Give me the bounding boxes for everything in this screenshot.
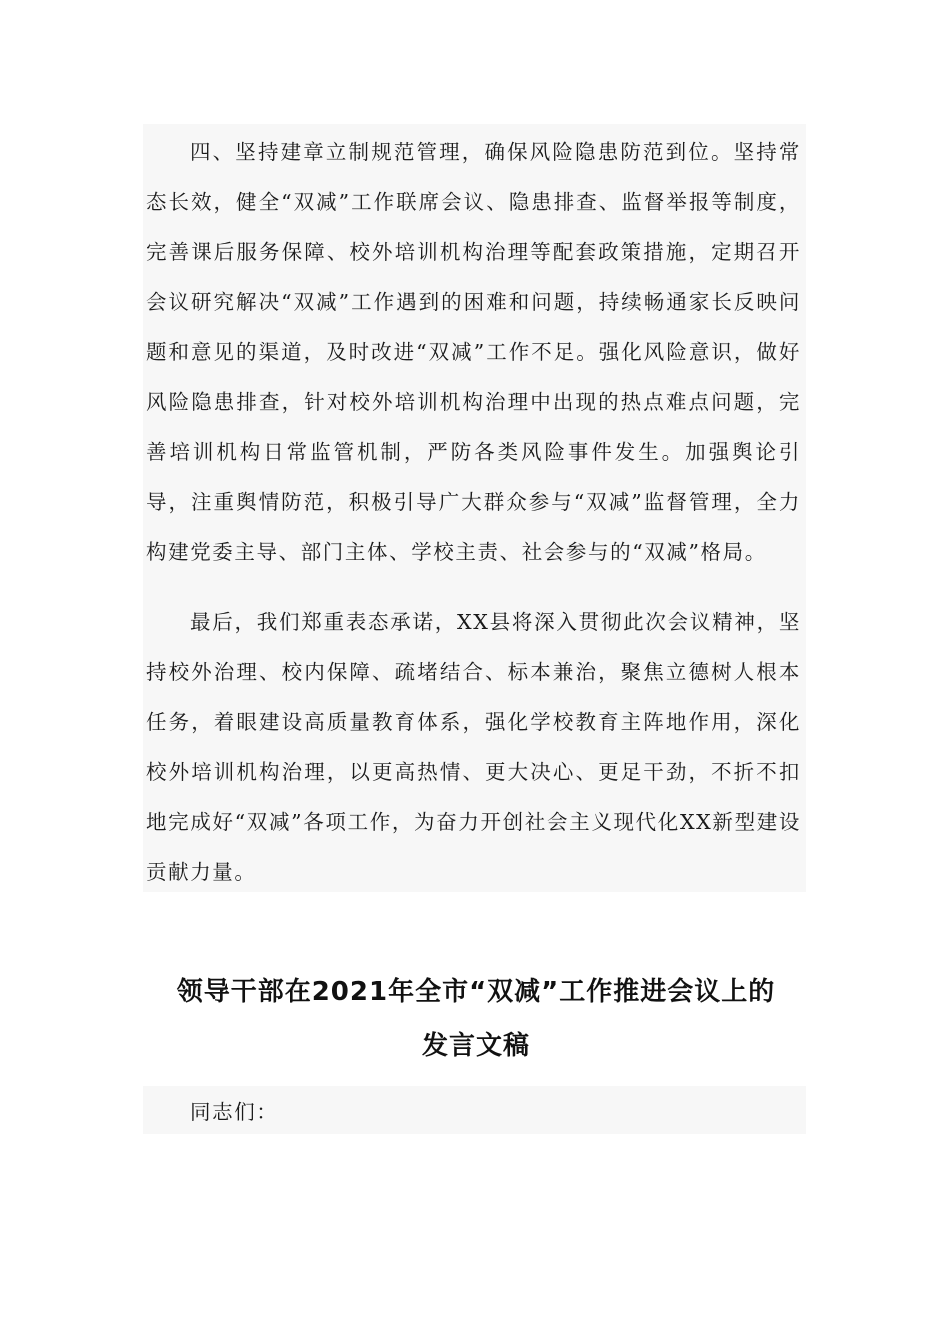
salutation: 同志们： — [190, 1100, 279, 1124]
speech-title-line-2: 发言文稿 — [421, 1031, 530, 1061]
speech-title — [146, 965, 806, 1073]
paragraph-section-four: 四、坚持建章立制规范管理，确保风险隐患防范到位。坚持常态长效，健全“双减”工作联席会议、隐患排查、监督举报等制度，完善课后服务保障、校外培训机构治理等配套政策措施，定期召开会议研究解决“双减”工作遇到的困难和问题，持续畅通家长反映问题和意见的渠道，及时改进“双减”工作不足。强化风险意识，做好风险隐患排查，针对校外培训机构治理中出现的热点难点问题，完善培训机构日常监管机制，严防各类风险事件发生。加强舆论引导，注重舆情防范，积极引导广大群众参与“双减”监督管理，全力构建党委主导、部门主体、学校主责、社会参与的“双减”格局。 — [146, 140, 801, 564]
speech-title-line-1: 领导干部在2021年全市“双减”工作推进会议上的 — [176, 977, 776, 1007]
paragraph-conclusion: 最后，我们郑重表态承诺，XX县将深入贯彻此次会议精神，坚持校外治理、校内保障、疏堵结合、标本兼治，聚焦立德树人根本任务，着眼建设高质量教育体系，强化学校教育主阵地作用，深化校外培训机构治理，以更高热情、更大决心、更足干劲，不折不扣地完成好“双减”各项工作，为奋力开创社会主义现代化XX新型建设贡献力量。 — [146, 610, 801, 884]
